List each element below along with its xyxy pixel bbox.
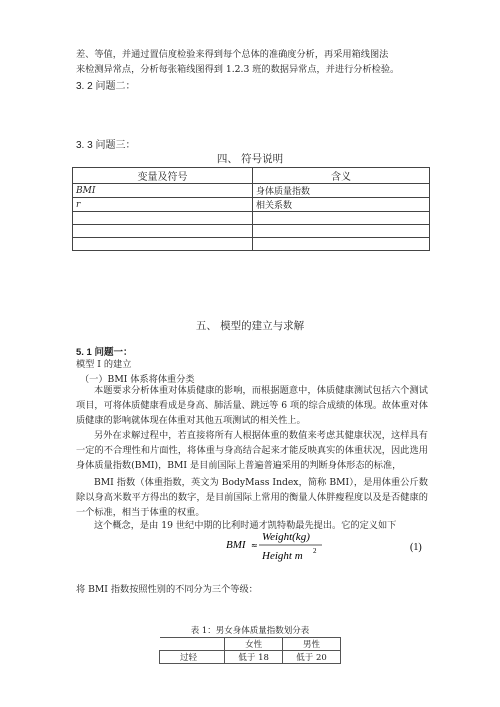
table-row [160,651,341,664]
paragraph-1: 本题要求分析体重对体质健康的影响，而根据题意中，体质健康测试包括六个测试项目，可将体质健康看成是身高、肺活量、跳远等 6 项的综合成绩的体现。故体重对体质健康的影响就体现在体重对其他五项测试的相关性上。 [76,385,428,426]
symbol-cell [73,238,253,251]
meaning-cell [253,212,430,225]
formula-exponent: 2 [313,547,317,555]
bmi-header-blank [160,638,225,651]
heading-3-2: 3. 2 问题二： [76,81,136,92]
approx-symbol-icon: ≈ [251,541,258,550]
equation-number: (1) [410,542,422,553]
paragraph-5: 将 BMI 指数按照性别的不同分为三个等级： [76,584,258,595]
model-title: 模型 I 的建立 [76,359,132,370]
paragraph-3: BMI 指数（体重指数，英文为 BodyMass Index，简称 BMI），是用体重公斤数除以身高米数平方得出的数字，是目前国际上常用的衡量人体胖瘦程度以及是否健康的一个标准，相当于体重的权重。 [76,477,428,518]
bmi-table-header [160,638,341,651]
formula-denominator: Height m [262,550,303,562]
symbol-cell: r [73,198,253,212]
symbol-header-meaning: 含义 [253,168,430,184]
table-row [73,225,430,238]
bmi-formula [0,520,500,570]
heading-3-3: 3. 3 问题三： [76,140,136,151]
subsection-bmi-system: （一）BMI 体系将体重分类 [80,374,195,385]
table-row [73,184,430,198]
bmi-header-female: 女性 [225,638,283,651]
meaning-cell: 相关系数 [253,198,430,212]
section-4-title: 四、 符号说明 [216,153,284,165]
bmi-male-cell: 低于 20 [283,651,341,664]
table-row [73,198,430,212]
meaning-cell [253,225,430,238]
heading-5-1: 5. 1 问题一： [76,347,133,358]
meaning-cell [253,238,430,251]
bmi-header-male: 男性 [283,638,341,651]
formula-numerator: Weight(kg) [262,531,310,543]
symbol-cell [73,212,253,225]
section-5-title: 五、 模型的建立与求解 [195,320,305,332]
symbol-cell: BMI [73,184,253,198]
paragraph-2: 另外在求解过程中，若直接将所有人根据体重的数值来考虑其健康状况，这样具有一定的不合理性和片面性，将体重与身高结合起来才能反映真实的体重状况，因此选用身体质量指数(BMI)，BMI 是目前国际上普遍普遍采用的判断身体形态的标准， [76,430,428,471]
intro-line-2: 来检测异常点，分析每张箱线图得到 1.2.3 班的数据异常点，并进行分析检验。 [76,64,400,75]
paragraph-4: 这个概念，是由 19 世纪中期的比利时通才凯特勒最先提出。它的定义如下 [94,520,397,531]
table-1-caption: 表 1：男女身体质量指数划分表 [190,626,310,636]
symbol-table-header [73,168,430,184]
meaning-cell: 身体质量指数 [253,184,430,198]
table-row [73,212,430,225]
symbol-header-variable: 变量及符号 [73,168,253,184]
symbol-cell [73,225,253,238]
bmi-level-cell: 过轻 [160,651,225,664]
bmi-classification-table [159,637,341,664]
symbol-table [72,167,430,251]
intro-line-1: 差、等值，并通过置信度检验来得到每个总体的准确度分析，再采用箱线图法 [76,49,389,60]
bmi-female-cell: 低于 18 [225,651,283,664]
table-row [73,238,430,251]
formula-lhs: BMI [226,539,246,551]
